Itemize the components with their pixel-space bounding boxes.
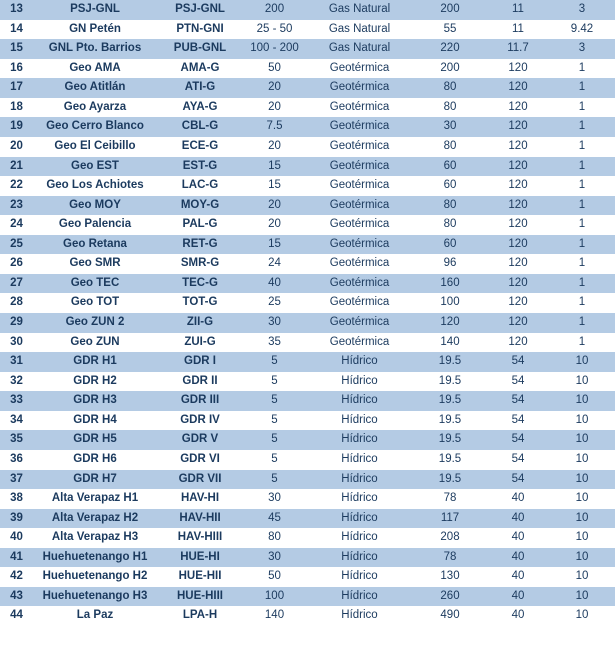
cell-value-3: 10 [549,430,615,450]
cell-energy-type: Hídrico [306,606,413,626]
cell-plant-code: EST-G [157,157,243,177]
cell-value-2: 40 [487,509,549,529]
cell-plant-name: Geo Cerro Blanco [33,117,157,137]
cell-value-2: 120 [487,333,549,353]
cell-plant-code: HAV-HI [157,489,243,509]
cell-plant-code: GDR II [157,372,243,392]
cell-number: 33 [0,391,33,411]
cell-value-1: 80 [413,215,487,235]
table-row [0,411,615,431]
cell-number: 44 [0,606,33,626]
table-row [0,98,615,118]
cell-value-2: 40 [487,548,549,568]
cell-number: 28 [0,293,33,313]
cell-plant-name: Geo TOT [33,293,157,313]
cell-plant-name: Huehuetenango H2 [33,567,157,587]
cell-plant-code: GDR VII [157,470,243,490]
cell-value-3: 10 [549,509,615,529]
cell-plant-name: Alta Verapaz H3 [33,528,157,548]
cell-plant-code: ZUI-G [157,333,243,353]
cell-plant-code: LAC-G [157,176,243,196]
cell-energy-type: Geotérmica [306,157,413,177]
cell-value-2: 11.7 [487,39,549,59]
cell-capacity: 35 [243,333,306,353]
table-row [0,372,615,392]
cell-plant-code: AMA-G [157,59,243,79]
cell-number: 30 [0,333,33,353]
cell-plant-code: GDR VI [157,450,243,470]
table-row [0,78,615,98]
cell-value-3: 1 [549,293,615,313]
cell-capacity: 25 [243,293,306,313]
cell-number: 39 [0,509,33,529]
cell-number: 35 [0,430,33,450]
cell-capacity: 20 [243,196,306,216]
table-row [0,20,615,40]
cell-value-3: 1 [549,333,615,353]
cell-value-2: 40 [487,567,549,587]
cell-value-1: 80 [413,196,487,216]
cell-capacity: 30 [243,313,306,333]
table-row [0,157,615,177]
cell-plant-name: La Paz [33,606,157,626]
cell-plant-code: TOT-G [157,293,243,313]
table-row [0,215,615,235]
cell-number: 38 [0,489,33,509]
cell-value-2: 11 [487,20,549,40]
cell-number: 16 [0,59,33,79]
cell-capacity: 20 [243,215,306,235]
cell-value-1: 80 [413,137,487,157]
cell-number: 37 [0,470,33,490]
cell-plant-code: MOY-G [157,196,243,216]
table-row [0,528,615,548]
cell-value-1: 19.5 [413,430,487,450]
cell-plant-code: HUE-HII [157,567,243,587]
cell-plant-code: RET-G [157,235,243,255]
cell-value-1: 19.5 [413,372,487,392]
cell-energy-type: Hídrico [306,411,413,431]
cell-value-2: 54 [487,411,549,431]
cell-capacity: 200 [243,0,306,20]
cell-value-3: 10 [549,450,615,470]
table-row [0,196,615,216]
table-row [0,489,615,509]
table-row [0,117,615,137]
cell-energy-type: Hídrico [306,470,413,490]
table-row [0,254,615,274]
cell-value-2: 120 [487,78,549,98]
cell-energy-type: Geotérmica [306,78,413,98]
cell-value-1: 60 [413,157,487,177]
cell-value-1: 80 [413,78,487,98]
cell-value-2: 120 [487,157,549,177]
cell-plant-name: GNL Pto. Barrios [33,39,157,59]
cell-value-2: 54 [487,391,549,411]
cell-plant-name: Huehuetenango H1 [33,548,157,568]
table-row [0,509,615,529]
cell-number: 34 [0,411,33,431]
cell-plant-code: PTN-GNI [157,20,243,40]
cell-value-2: 40 [487,606,549,626]
cell-number: 31 [0,352,33,372]
cell-value-3: 1 [549,196,615,216]
cell-number: 24 [0,215,33,235]
cell-capacity: 30 [243,489,306,509]
cell-value-3: 1 [549,78,615,98]
cell-plant-name: GN Petén [33,20,157,40]
cell-plant-code: ATI-G [157,78,243,98]
cell-value-1: 19.5 [413,450,487,470]
cell-value-1: 120 [413,313,487,333]
cell-energy-type: Hídrico [306,489,413,509]
table-row [0,293,615,313]
cell-value-1: 19.5 [413,411,487,431]
cell-value-2: 40 [487,528,549,548]
table-row [0,235,615,255]
cell-energy-type: Geotérmica [306,137,413,157]
cell-value-2: 120 [487,196,549,216]
cell-value-1: 60 [413,235,487,255]
cell-energy-type: Geotérmica [306,98,413,118]
cell-value-2: 120 [487,117,549,137]
cell-capacity: 5 [243,352,306,372]
cell-value-2: 120 [487,274,549,294]
cell-energy-type: Hídrico [306,391,413,411]
cell-value-2: 40 [487,489,549,509]
cell-plant-name: Geo MOY [33,196,157,216]
cell-energy-type: Geotérmica [306,274,413,294]
cell-number: 18 [0,98,33,118]
cell-capacity: 24 [243,254,306,274]
cell-number: 29 [0,313,33,333]
cell-value-2: 54 [487,430,549,450]
table-row [0,430,615,450]
table-row [0,548,615,568]
cell-capacity: 40 [243,274,306,294]
cell-plant-name: Geo ZUN 2 [33,313,157,333]
cell-energy-type: Geotérmica [306,293,413,313]
cell-value-3: 1 [549,176,615,196]
table-row [0,391,615,411]
cell-plant-name: PSJ-GNL [33,0,157,20]
cell-number: 21 [0,157,33,177]
cell-capacity: 5 [243,430,306,450]
cell-value-2: 120 [487,215,549,235]
cell-capacity: 80 [243,528,306,548]
cell-value-3: 1 [549,98,615,118]
cell-plant-code: GDR IV [157,411,243,431]
cell-number: 23 [0,196,33,216]
cell-value-3: 10 [549,567,615,587]
cell-value-1: 200 [413,0,487,20]
cell-number: 13 [0,0,33,20]
cell-plant-name: Geo Palencia [33,215,157,235]
table-row [0,567,615,587]
cell-plant-name: Alta Verapaz H2 [33,509,157,529]
cell-value-3: 1 [549,313,615,333]
cell-energy-type: Geotérmica [306,59,413,79]
cell-value-2: 11 [487,0,549,20]
cell-value-2: 54 [487,470,549,490]
cell-energy-type: Hídrico [306,509,413,529]
cell-plant-name: Geo SMR [33,254,157,274]
cell-plant-code: GDR I [157,352,243,372]
table-row [0,59,615,79]
cell-energy-type: Hídrico [306,567,413,587]
cell-value-3: 1 [549,59,615,79]
cell-plant-name: Geo El Ceibillo [33,137,157,157]
cell-energy-type: Geotérmica [306,235,413,255]
cell-value-3: 10 [549,548,615,568]
cell-capacity: 140 [243,606,306,626]
cell-value-1: 19.5 [413,391,487,411]
cell-number: 27 [0,274,33,294]
cell-value-3: 1 [549,137,615,157]
cell-value-1: 30 [413,117,487,137]
cell-plant-name: Geo ZUN [33,333,157,353]
cell-plant-name: GDR H3 [33,391,157,411]
cell-plant-name: GDR H7 [33,470,157,490]
cell-value-1: 208 [413,528,487,548]
cell-number: 15 [0,39,33,59]
cell-value-1: 200 [413,59,487,79]
cell-plant-code: CBL-G [157,117,243,137]
cell-energy-type: Geotérmica [306,313,413,333]
cell-plant-code: GDR V [157,430,243,450]
cell-number: 36 [0,450,33,470]
cell-value-2: 120 [487,137,549,157]
cell-capacity: 45 [243,509,306,529]
table-row [0,137,615,157]
cell-plant-code: ECE-G [157,137,243,157]
cell-value-3: 10 [549,411,615,431]
cell-plant-code: PSJ-GNL [157,0,243,20]
table-row [0,352,615,372]
cell-number: 32 [0,372,33,392]
cell-energy-type: Geotérmica [306,196,413,216]
cell-value-3: 1 [549,117,615,137]
cell-value-1: 140 [413,333,487,353]
cell-plant-name: Geo Ayarza [33,98,157,118]
cell-energy-type: Gas Natural [306,39,413,59]
cell-value-2: 120 [487,176,549,196]
cell-plant-code: TEC-G [157,274,243,294]
cell-value-3: 1 [549,274,615,294]
cell-energy-type: Hídrico [306,528,413,548]
table-row [0,39,615,59]
cell-number: 22 [0,176,33,196]
table-row [0,313,615,333]
cell-value-3: 10 [549,489,615,509]
cell-energy-type: Geotérmica [306,176,413,196]
cell-capacity: 50 [243,59,306,79]
cell-value-2: 54 [487,352,549,372]
cell-value-3: 10 [549,470,615,490]
cell-plant-code: AYA-G [157,98,243,118]
cell-energy-type: Hídrico [306,548,413,568]
cell-value-2: 120 [487,235,549,255]
cell-value-2: 54 [487,372,549,392]
cell-plant-name: GDR H2 [33,372,157,392]
cell-plant-code: PAL-G [157,215,243,235]
cell-value-2: 120 [487,98,549,118]
cell-value-1: 260 [413,587,487,607]
cell-energy-type: Geotérmica [306,254,413,274]
cell-capacity: 100 [243,587,306,607]
table-row [0,606,615,626]
cell-plant-code: HUE-HIII [157,587,243,607]
cell-plant-name: Alta Verapaz H1 [33,489,157,509]
cell-value-3: 10 [549,528,615,548]
cell-plant-name: Huehuetenango H3 [33,587,157,607]
cell-value-3: 1 [549,215,615,235]
cell-plant-name: GDR H1 [33,352,157,372]
cell-value-3: 1 [549,157,615,177]
cell-value-2: 40 [487,587,549,607]
cell-number: 19 [0,117,33,137]
cell-value-1: 60 [413,176,487,196]
cell-capacity: 30 [243,548,306,568]
cell-energy-type: Hídrico [306,587,413,607]
cell-number: 43 [0,587,33,607]
cell-value-1: 55 [413,20,487,40]
cell-value-2: 54 [487,450,549,470]
cell-value-1: 220 [413,39,487,59]
cell-number: 41 [0,548,33,568]
cell-value-3: 9.42 [549,20,615,40]
cell-value-2: 120 [487,293,549,313]
cell-plant-name: Geo Los Achiotes [33,176,157,196]
cell-energy-type: Geotérmica [306,333,413,353]
cell-energy-type: Geotérmica [306,215,413,235]
cell-capacity: 20 [243,98,306,118]
cell-number: 42 [0,567,33,587]
cell-energy-type: Geotérmica [306,117,413,137]
cell-plant-name: GDR H6 [33,450,157,470]
table-row [0,176,615,196]
cell-capacity: 5 [243,411,306,431]
cell-value-3: 10 [549,587,615,607]
cell-plant-name: Geo TEC [33,274,157,294]
cell-energy-type: Hídrico [306,352,413,372]
cell-value-1: 80 [413,98,487,118]
cell-value-1: 117 [413,509,487,529]
cell-plant-name: Geo Retana [33,235,157,255]
table-row [0,450,615,470]
cell-value-2: 120 [487,254,549,274]
cell-value-3: 10 [549,391,615,411]
cell-number: 17 [0,78,33,98]
cell-capacity: 50 [243,567,306,587]
cell-plant-code: GDR III [157,391,243,411]
cell-capacity: 5 [243,372,306,392]
cell-plant-code: PUB-GNL [157,39,243,59]
cell-number: 26 [0,254,33,274]
cell-capacity: 5 [243,391,306,411]
cell-value-3: 1 [549,235,615,255]
cell-plant-name: GDR H4 [33,411,157,431]
cell-value-3: 1 [549,254,615,274]
cell-plant-name: Geo EST [33,157,157,177]
table-row [0,333,615,353]
cell-value-1: 100 [413,293,487,313]
cell-value-3: 3 [549,0,615,20]
cell-value-1: 78 [413,548,487,568]
cell-capacity: 25 - 50 [243,20,306,40]
cell-plant-code: HUE-HI [157,548,243,568]
cell-plant-code: HAV-HIII [157,528,243,548]
cell-value-1: 160 [413,274,487,294]
cell-value-2: 120 [487,313,549,333]
cell-capacity: 5 [243,450,306,470]
cell-value-1: 78 [413,489,487,509]
cell-capacity: 15 [243,176,306,196]
cell-capacity: 15 [243,157,306,177]
cell-capacity: 5 [243,470,306,490]
table-row [0,470,615,490]
cell-value-1: 130 [413,567,487,587]
cell-capacity: 100 - 200 [243,39,306,59]
cell-energy-type: Hídrico [306,430,413,450]
cell-capacity: 15 [243,235,306,255]
cell-plant-name: Geo AMA [33,59,157,79]
cell-value-1: 490 [413,606,487,626]
table-row [0,587,615,607]
table-row [0,274,615,294]
cell-energy-type: Hídrico [306,450,413,470]
table-row [0,0,615,20]
cell-value-3: 10 [549,606,615,626]
cell-capacity: 7.5 [243,117,306,137]
cell-plant-name: GDR H5 [33,430,157,450]
cell-energy-type: Gas Natural [306,20,413,40]
cell-value-3: 10 [549,352,615,372]
cell-number: 20 [0,137,33,157]
cell-value-1: 19.5 [413,352,487,372]
cell-value-1: 96 [413,254,487,274]
cell-number: 14 [0,20,33,40]
cell-value-3: 3 [549,39,615,59]
cell-capacity: 20 [243,137,306,157]
cell-number: 25 [0,235,33,255]
cell-energy-type: Gas Natural [306,0,413,20]
cell-number: 40 [0,528,33,548]
cell-plant-name: Geo Atitlán [33,78,157,98]
cell-value-2: 120 [487,59,549,79]
cell-plant-code: HAV-HII [157,509,243,529]
cell-value-1: 19.5 [413,470,487,490]
cell-capacity: 20 [243,78,306,98]
cell-plant-code: SMR-G [157,254,243,274]
cell-plant-code: LPA-H [157,606,243,626]
cell-energy-type: Hídrico [306,372,413,392]
cell-value-3: 10 [549,372,615,392]
cell-plant-code: ZII-G [157,313,243,333]
